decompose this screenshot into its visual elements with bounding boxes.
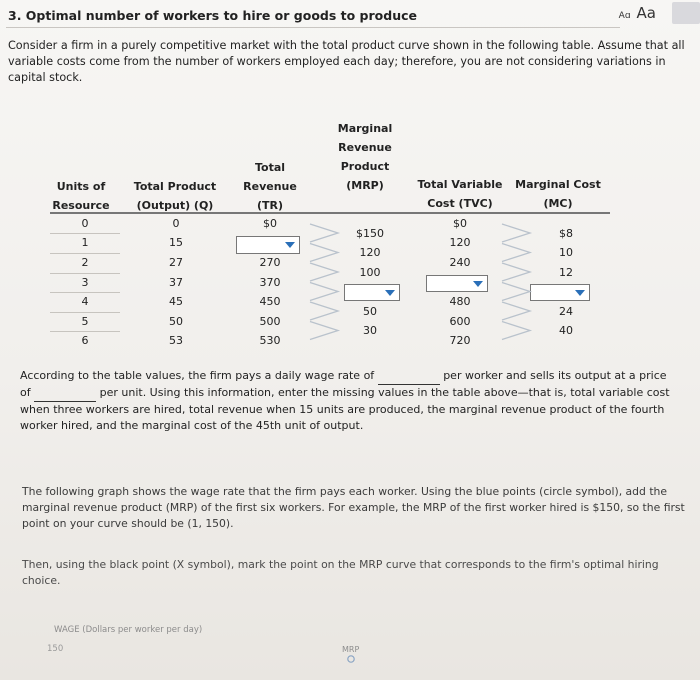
units-cell: 2: [81, 256, 89, 269]
mrp-cell: $150: [356, 227, 384, 240]
header-tvc: Total Variable Cost (TVC): [417, 178, 503, 210]
intro-paragraph: Consider a firm in a purely competitive market with the total product curve shown in the following table. Assume that all variable costs come from the number of workers employed each day; therefore, you are not considering variations in capital stock.: [8, 39, 685, 84]
text-size-large-button[interactable]: Aa: [636, 4, 656, 22]
units-cell: 1: [81, 236, 89, 249]
header-mrp: Marginal Revenue Product (MRP): [337, 122, 393, 192]
mrp-dropdown[interactable]: [344, 284, 400, 301]
text-size-control[interactable]: [619, 4, 656, 22]
units-cell: 3: [81, 276, 89, 289]
total-revenue-cell: 370: [259, 276, 281, 289]
table-header-rule: [50, 212, 610, 214]
total-product-cell: 45: [169, 295, 183, 308]
header-units: Units of Resource: [52, 180, 110, 212]
tvc-cell: 720: [449, 334, 471, 347]
table-row-divider: [50, 292, 120, 293]
mc-cell: 12: [559, 266, 573, 279]
tvc-cell: 240: [449, 256, 471, 269]
tr-mrp-bracket: [308, 222, 342, 342]
units-cell: 5: [81, 315, 89, 328]
total-revenue-dropdown[interactable]: [236, 236, 300, 254]
total-revenue-cell: 450: [259, 295, 281, 308]
units-cell: 0: [81, 217, 89, 230]
tvc-cell: 480: [449, 295, 471, 308]
units-cell: 4: [81, 295, 89, 308]
mrp-cell: 100: [359, 266, 381, 279]
mc-cell: 24: [559, 305, 573, 318]
mrp-cell: 120: [359, 246, 381, 259]
mrp-cell: 30: [363, 324, 377, 337]
mrp-legend-tool[interactable]: [342, 645, 359, 666]
table-row-divider: [50, 233, 120, 234]
wage-rate-input[interactable]: [378, 368, 440, 385]
total-product-cell: 27: [169, 256, 183, 269]
graph-y-axis-label: WAGE (Dollars per worker per day): [54, 625, 203, 635]
header-total-revenue: Total Revenue (TR): [243, 161, 297, 212]
total-revenue-cell: 270: [259, 256, 281, 269]
dropdown-arrow-icon: [285, 242, 295, 248]
dropdown-arrow-icon: [473, 281, 483, 287]
header-total-product: Total Product (Output) (Q): [133, 180, 217, 212]
total-revenue-cell: 500: [259, 315, 281, 328]
graph-instructions: The following graph shows the wage rate that the firm pays each worker. Using the blue points (circle symbol), add the marginal revenue product (MRP) of the first six workers. For example, the MRP of the first worker hired is $150, so the first point on your curve should be (1, 150).: [22, 485, 685, 530]
wage-price-question: According to the table values, the firm pays a daily wage rate of per worker and sells its output at a price of per unit. Using this information, enter the missing values in the table above—that is, total variable cost when three workers are hired, total revenue when 15 units are produced, the marginal revenue product of the fourth worker hired, and the marginal cost of the 45th unit of output.: [20, 369, 670, 432]
tvc-cell: 600: [449, 315, 471, 328]
optimal-choice-instructions: Then, using the black point (X symbol), mark the point on the MRP curve that corresponds to the firm's optimal hiring choice.: [22, 558, 659, 587]
tvc-dropdown[interactable]: [426, 275, 488, 292]
header-mc: Marginal Cost (MC): [515, 178, 601, 210]
graph-y-tick: 150: [47, 644, 64, 654]
tvc-cell: $0: [453, 217, 467, 230]
mc-cell: $8: [559, 227, 573, 240]
question-title: 3. Optimal number of workers to hire or goods to produce: [8, 8, 417, 23]
mc-cell: 40: [559, 324, 573, 337]
dropdown-arrow-icon: [575, 290, 585, 296]
table-row-divider: [50, 312, 120, 313]
tvc-mc-bracket: [500, 222, 534, 342]
total-product-cell: 15: [169, 236, 183, 249]
mc-cell: 10: [559, 246, 573, 259]
title-divider: [6, 27, 620, 28]
total-revenue-cell: $0: [263, 217, 277, 230]
table-row-divider: [50, 253, 120, 254]
table-row-divider: [50, 273, 120, 274]
total-product-cell: 0: [172, 217, 180, 230]
dropdown-arrow-icon: [385, 290, 395, 296]
units-cell: 6: [81, 334, 89, 347]
total-product-cell: 50: [169, 315, 183, 328]
total-revenue-cell: 530: [259, 334, 281, 347]
mc-dropdown[interactable]: [530, 284, 590, 301]
mrp-legend-label: MRP: [342, 645, 360, 654]
text-size-small-button[interactable]: Aɑ: [618, 11, 631, 21]
sidebar-tab[interactable]: [672, 2, 700, 24]
total-product-cell: 53: [169, 334, 183, 347]
total-product-cell: 37: [169, 276, 183, 289]
tvc-cell: 120: [449, 236, 471, 249]
table-row-divider: [50, 331, 120, 332]
circle-icon: [346, 654, 356, 664]
mrp-cell: 50: [363, 305, 377, 318]
price-input[interactable]: [34, 385, 96, 402]
